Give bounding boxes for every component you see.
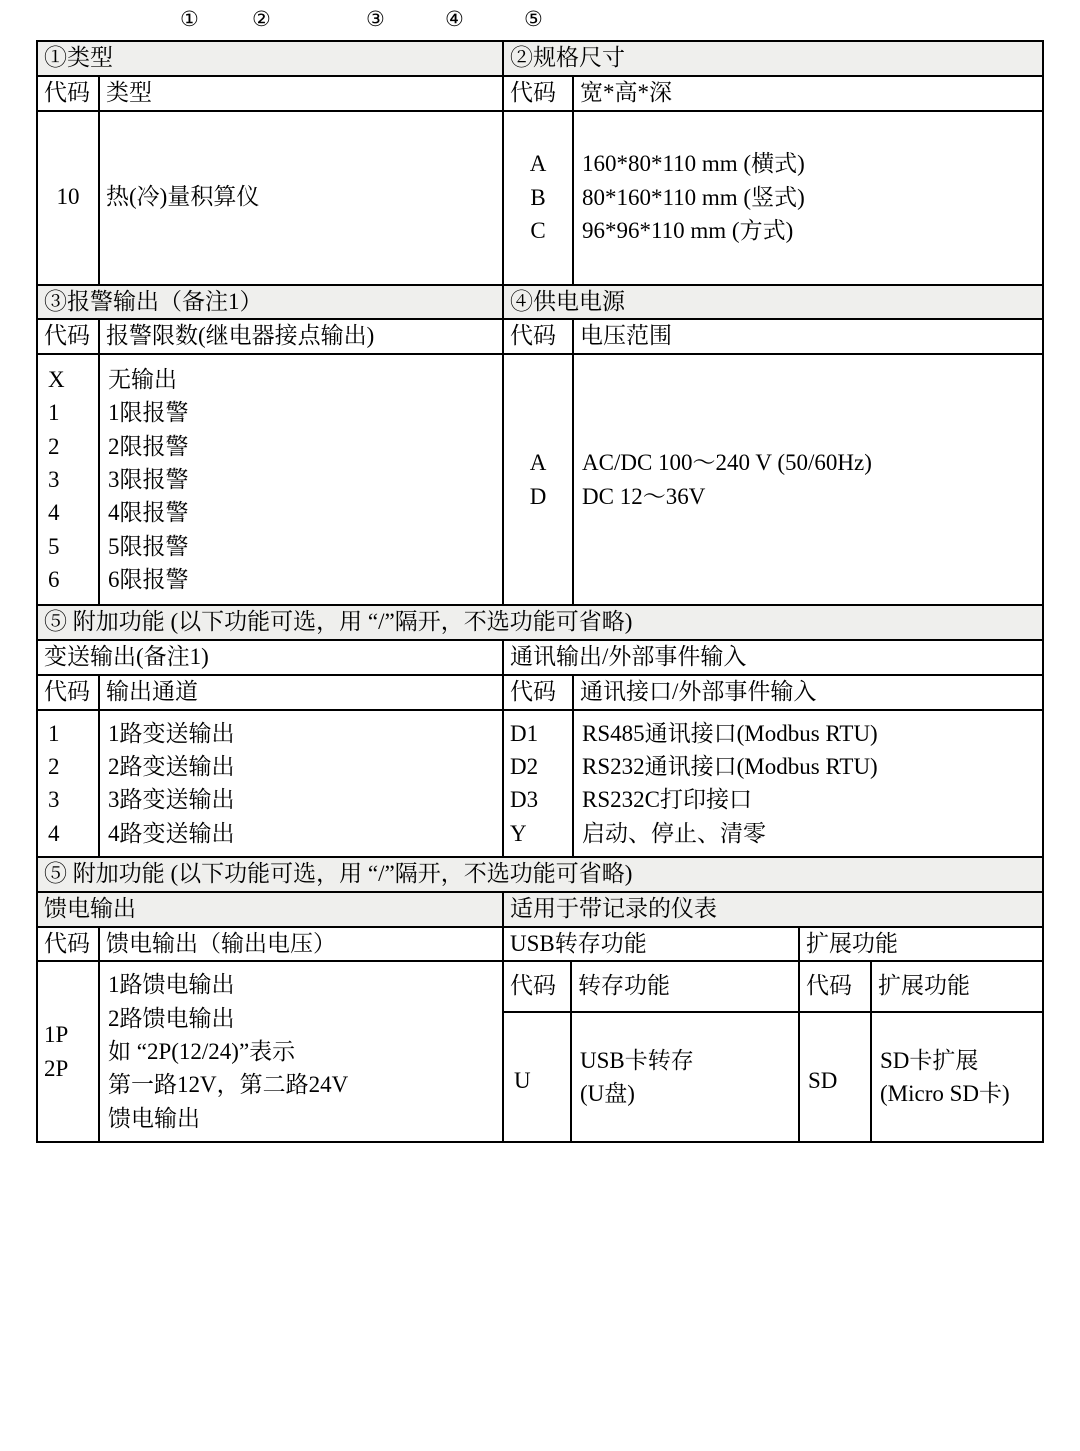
section5a-right-descs [573, 710, 1043, 857]
table-additional-functions-2 [36, 856, 1044, 1143]
section5a-left-desc-4: 4路变送输出 [108, 820, 235, 846]
section4-col-code: 代码 [503, 319, 573, 354]
section3-desc-1: 1限报警 [108, 400, 189, 426]
section5a-right-desc-d1: RS485通讯接口(Modbus RTU) [582, 720, 878, 746]
section5a-title: ⑤ 附加功能 (以下功能可选，用 “/”隔开，不选功能可省略) [37, 605, 1043, 640]
table-type-and-size [36, 40, 1044, 286]
section5b-left-descs [99, 961, 503, 1142]
table-row [37, 892, 1043, 927]
section4-title: ④供电电源 [503, 285, 1043, 320]
table-row [37, 41, 1043, 76]
section5b-usb-group: USB转存功能 [503, 927, 799, 962]
section5a-left-descs [99, 710, 503, 857]
section5b-ext-col-code: 代码 [799, 961, 871, 1012]
section4-col-desc: 电压范围 [573, 319, 1043, 354]
section5a-left-codes [37, 710, 99, 857]
legend-marker-1: ① [180, 7, 199, 31]
section2-code-a: A [529, 151, 547, 177]
section2-size-c: 96*96*110 mm (方式) [582, 218, 794, 244]
section5b-left-note-3: 馈电输出 [108, 1105, 200, 1131]
section5b-ext-code: SD [799, 1012, 871, 1142]
section5a-right-group: 通讯输出/外部事件输入 [503, 640, 1043, 675]
section3-desc-2: 2限报警 [108, 433, 189, 459]
table-row [37, 285, 1043, 320]
section5a-left-group: 变送输出(备注1) [37, 640, 503, 675]
table-row [37, 675, 1043, 710]
section5a-right-col-code: 代码 [503, 675, 573, 710]
section5a-left-col-desc: 输出通道 [99, 675, 503, 710]
section2-codes [503, 111, 573, 285]
section5a-left-col-code: 代码 [37, 675, 99, 710]
section5b-left-desc-1p: 1路馈电输出 [108, 972, 235, 998]
section5a-right-code-d1: D1 [510, 720, 539, 746]
section5a-left-desc-2: 2路变送输出 [108, 754, 235, 779]
section1-col-type: 类型 [99, 76, 503, 111]
section5a-right-desc-d2: RS232通讯接口(Modbus RTU) [582, 754, 878, 779]
section3-desc-x: 无输出 [108, 367, 177, 392]
section5b-usb-desc-line-2: (U盘) [580, 1081, 635, 1107]
section5a-right-desc-y: 启动、停止、清零 [582, 820, 766, 846]
section1-row-type: 热(冷)量积算仪 [99, 111, 503, 285]
table-row [37, 710, 1043, 857]
section3-title: ③报警输出（备注1） [37, 285, 503, 320]
section2-col-code: 代码 [503, 76, 573, 111]
section5a-right-code-y: Y [510, 820, 527, 846]
section5b-left-col-desc: 馈电输出（输出电压） [99, 927, 503, 962]
legend-marker-2: ② [252, 7, 271, 31]
section3-desc-6: 6限报警 [108, 567, 189, 593]
section5b-left-col-code: 代码 [37, 927, 99, 962]
section4-codes [503, 354, 573, 605]
table-row [37, 857, 1043, 892]
legend-marker-5: ⑤ [524, 7, 543, 31]
legend-marker-3: ③ [366, 7, 385, 31]
section4-descs [573, 354, 1043, 605]
section5b-usb-col-desc: 转存功能 [571, 961, 799, 1012]
section2-size-a: 160*80*110 mm (横式) [582, 151, 805, 177]
section3-code-4: 4 [48, 500, 60, 526]
section3-code-5: 5 [48, 533, 60, 559]
section2-size-b: 80*160*110 mm (竖式) [582, 184, 805, 210]
section3-code-x: X [48, 367, 65, 392]
section2-code-c: C [530, 218, 546, 244]
section5a-left-desc-1: 1路变送输出 [108, 720, 235, 746]
section3-code-3: 3 [48, 467, 60, 493]
section3-desc-3: 3限报警 [108, 467, 189, 493]
section5b-title: ⑤ 附加功能 (以下功能可选，用 “/”隔开，不选功能可省略) [37, 857, 1043, 892]
section3-col-desc: 报警限数(继电器接点输出) [99, 319, 503, 354]
section5a-left-code-1: 1 [48, 720, 60, 746]
legend-marker-4: ④ [445, 7, 464, 31]
section3-code-6: 6 [48, 567, 60, 593]
section3-descs [99, 354, 503, 605]
table-row [37, 76, 1043, 111]
section5b-ext-desc-line-2: (Micro SD卡) [880, 1081, 1010, 1107]
section5b-right-group: 适用于带记录的仪表 [503, 892, 1043, 927]
section5b-ext-desc-line-1: SD卡扩展 [880, 1047, 979, 1073]
section5b-ext-desc [871, 1012, 1043, 1142]
table-row [37, 927, 1043, 962]
legend-row [0, 4, 1080, 38]
tables-wrapper [36, 40, 1044, 1143]
section5a-right-desc-d3: RS232C打印接口 [582, 787, 752, 813]
section4-desc-a: AC/DC 100～240 V (50/60Hz) [582, 450, 872, 476]
table-row [37, 319, 1043, 354]
section5b-left-group: 馈电输出 [37, 892, 503, 927]
section2-sizes [573, 111, 1043, 285]
section3-code-1: 1 [48, 400, 60, 426]
table-row [37, 961, 1043, 1012]
table-additional-functions-1 [36, 604, 1044, 858]
section3-codes [37, 354, 99, 605]
section1-title: ①类型 [37, 41, 503, 76]
section5a-right-code-d2: D2 [510, 754, 539, 779]
section5a-right-code-d3: D3 [510, 787, 539, 813]
section5b-left-codes [37, 961, 99, 1142]
section5b-usb-code: U [503, 1012, 571, 1142]
section4-code-d: D [529, 483, 547, 509]
section5a-right-codes [503, 710, 573, 857]
section2-title: ②规格尺寸 [503, 41, 1043, 76]
section3-code-2: 2 [48, 433, 60, 459]
section5a-right-col-desc: 通讯接口/外部事件输入 [573, 675, 1043, 710]
section3-desc-4: 4限报警 [108, 500, 189, 526]
table-row [37, 354, 1043, 605]
section3-desc-5: 5限报警 [108, 533, 189, 559]
section5b-usb-desc-line-1: USB卡转存 [580, 1047, 694, 1073]
section5b-ext-col-desc: 扩展功能 [871, 961, 1043, 1012]
table-row [37, 605, 1043, 640]
section5b-left-note-1: 如 “2P(12/24)”表示 [108, 1038, 296, 1064]
section1-col-code: 代码 [37, 76, 99, 111]
section4-code-a: A [529, 450, 547, 476]
table-row [37, 111, 1043, 285]
section5b-left-note-2: 第一路12V，第二路24V [108, 1072, 349, 1098]
section2-code-b: B [530, 184, 546, 210]
section1-row-code: 10 [37, 111, 99, 285]
table-alarm-and-power [36, 284, 1044, 607]
section5b-usb-col-code: 代码 [503, 961, 571, 1012]
section5a-left-code-2: 2 [48, 754, 60, 779]
section5a-left-code-4: 4 [48, 820, 60, 846]
section3-col-code: 代码 [37, 319, 99, 354]
table-row [37, 640, 1043, 675]
section5a-left-desc-3: 3路变送输出 [108, 787, 235, 813]
section2-col-size: 宽*高*深 [573, 76, 1043, 111]
section5b-left-code-1p: 1P [44, 1022, 69, 1048]
section5b-usb-desc [571, 1012, 799, 1142]
section5b-ext-group: 扩展功能 [799, 927, 1043, 962]
section5b-left-desc-2p: 2路馈电输出 [108, 1005, 235, 1031]
section5a-left-code-3: 3 [48, 787, 60, 813]
section4-desc-d: DC 12～36V [582, 483, 706, 509]
section5b-left-code-2p: 2P [44, 1055, 69, 1081]
